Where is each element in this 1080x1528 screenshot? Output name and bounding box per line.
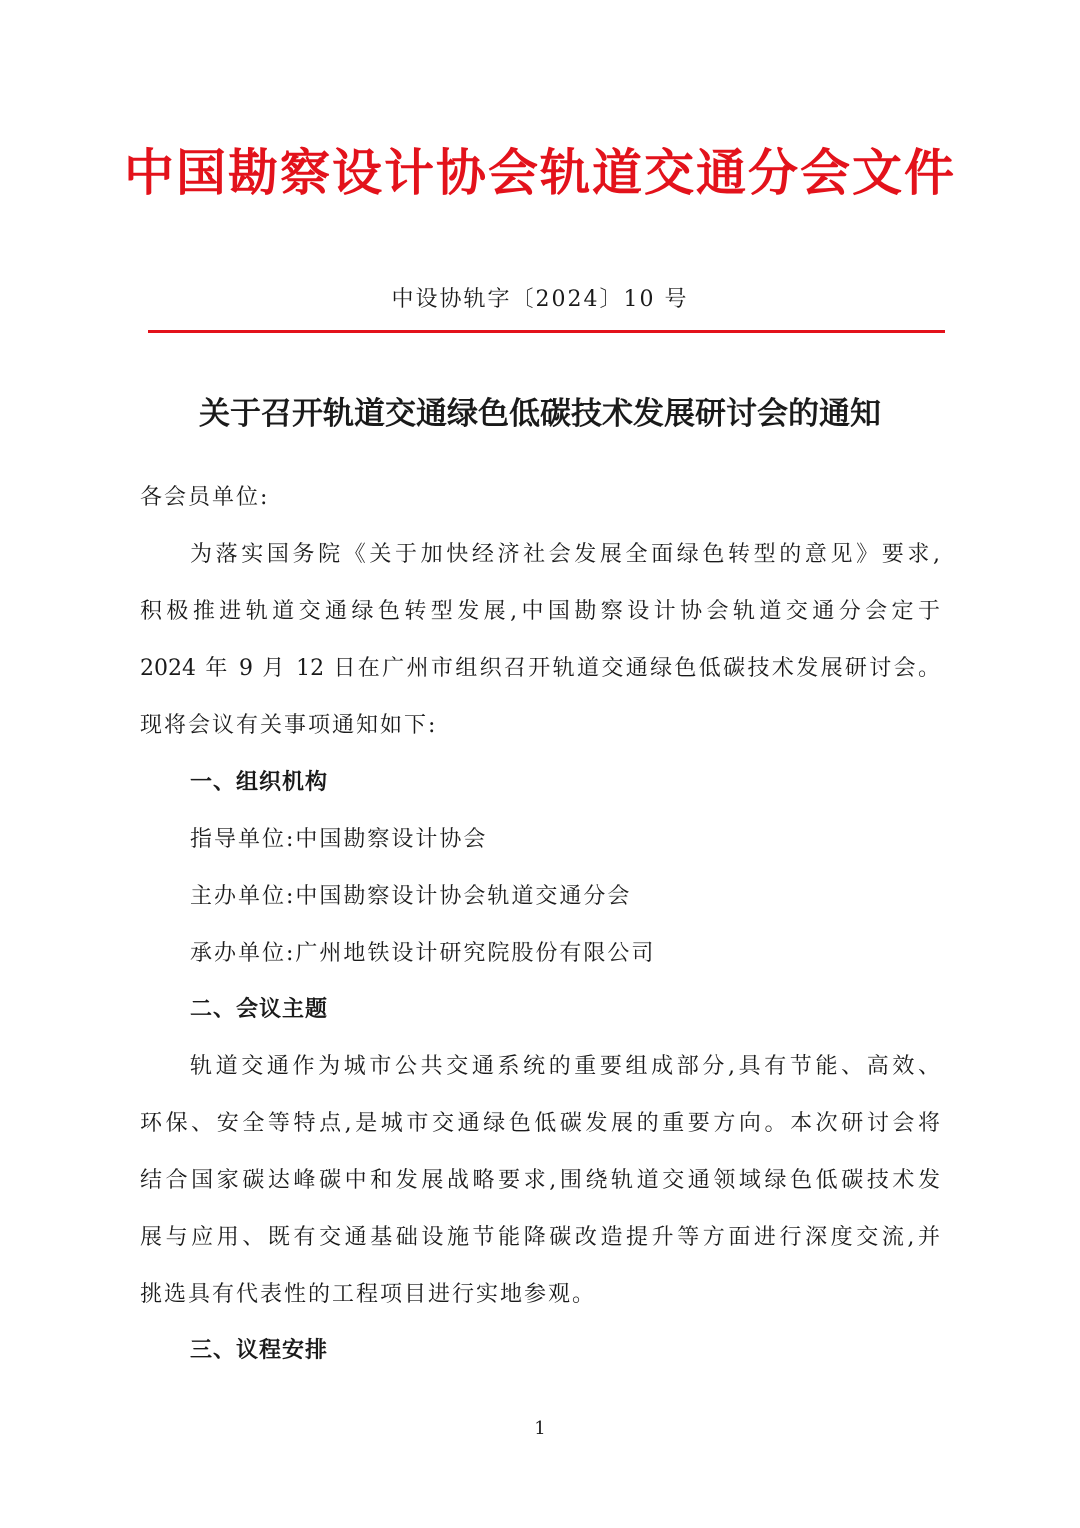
theme-line: 环保、安全等特点,是城市交通绿色低碳发展的重要方向。本次研讨会将 — [140, 1111, 940, 1136]
organization-item: 指导单位:中国勘察设计协会 — [190, 827, 488, 852]
section-heading-organization: 一、组织机构 — [190, 770, 329, 795]
theme-line: 结合国家碳达峰碳中和发展战略要求,围绕轨道交通领域绿色低碳技术发 — [140, 1168, 940, 1193]
organization-item: 承办单位:广州地铁设计研究院股份有限公司 — [190, 941, 656, 966]
organization-item: 主办单位:中国勘察设计协会轨道交通分会 — [190, 884, 632, 909]
theme-line: 展与应用、既有交通基础设施节能降碳改造提升等方面进行深度交流,并 — [140, 1225, 940, 1250]
section-heading-agenda: 三、议程安排 — [190, 1338, 329, 1363]
intro-line: 现将会议有关事项通知如下: — [140, 713, 438, 738]
theme-line: 挑选具有代表性的工程项目进行实地参观。 — [140, 1282, 597, 1307]
page-number: 1 — [534, 1418, 546, 1439]
salutation: 各会员单位: — [140, 485, 270, 510]
section-heading-theme: 二、会议主题 — [190, 997, 329, 1022]
document-number: 中设协轨字〔2024〕10 号 — [391, 287, 689, 312]
intro-line: 为落实国务院《关于加快经济社会发展全面绿色转型的意见》要求, — [190, 542, 940, 567]
red-divider-line — [148, 330, 945, 333]
theme-line: 轨道交通作为城市公共交通系统的重要组成部分,具有节能、高效、 — [190, 1054, 940, 1079]
notice-title: 关于召开轨道交通绿色低碳技术发展研讨会的通知 — [199, 396, 881, 432]
intro-line: 2024 年 9 月 12 日在广州市组织召开轨道交通绿色低碳技术发展研讨会。 — [140, 656, 940, 681]
intro-line: 积极推进轨道交通绿色转型发展,中国勘察设计协会轨道交通分会定于 — [140, 599, 940, 624]
masthead-title: 中国勘察设计协会轨道交通分会文件 — [124, 143, 956, 202]
